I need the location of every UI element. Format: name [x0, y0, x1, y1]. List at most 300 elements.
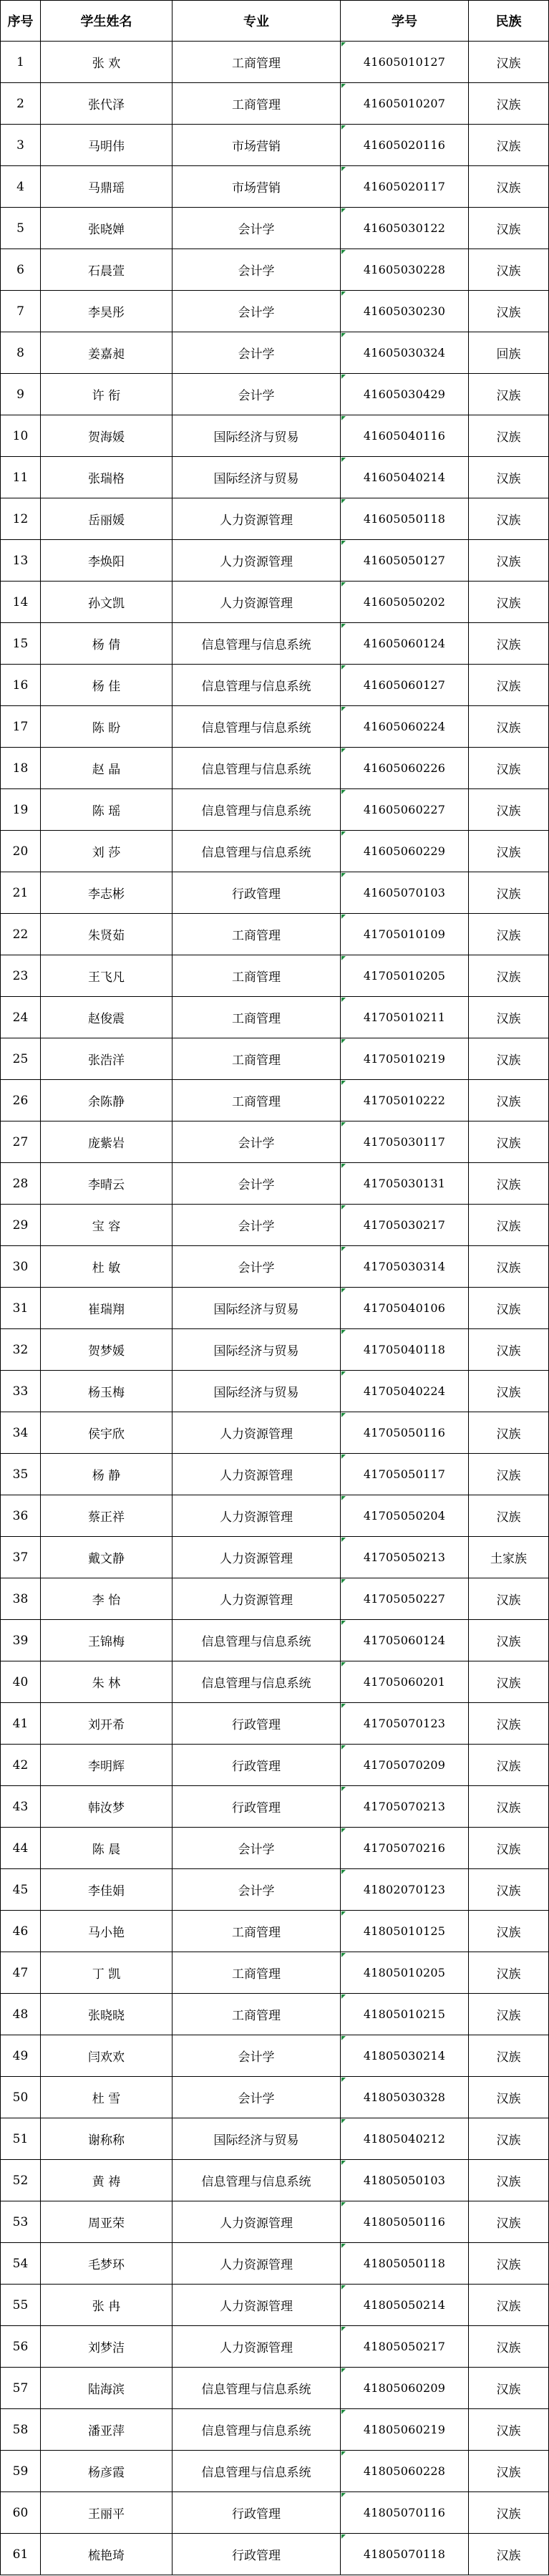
major: 会计学	[173, 374, 341, 415]
row-index: 4	[0, 166, 41, 208]
row-index: 26	[0, 1080, 41, 1121]
table-row	[0, 623, 549, 665]
row-index: 17	[0, 706, 41, 748]
student-id: 41805040212	[341, 2118, 469, 2160]
student-id: 41805010215	[341, 1994, 469, 2035]
table-row	[0, 955, 549, 997]
row-index: 33	[0, 1371, 41, 1412]
row-index: 1	[0, 42, 41, 83]
student-id: 41605060229	[341, 831, 469, 872]
student-name: 石晨萱	[41, 249, 173, 291]
ethnicity: 汉族	[469, 1454, 549, 1495]
table-row	[0, 42, 549, 83]
major: 会计学	[173, 1121, 341, 1163]
ethnicity: 汉族	[469, 2368, 549, 2409]
major: 会计学	[173, 1205, 341, 1246]
student-name: 张晓婵	[41, 208, 173, 249]
student-name: 赵俊震	[41, 997, 173, 1038]
student-name: 侯宇欣	[41, 1412, 173, 1454]
student-name: 马明伟	[41, 125, 173, 166]
major: 会计学	[173, 1828, 341, 1869]
row-index: 60	[0, 2492, 41, 2534]
student-id: 41805010205	[341, 1952, 469, 1994]
student-name: 宝 容	[41, 1205, 173, 1246]
student-name: 张代泽	[41, 83, 173, 125]
major: 人力资源管理	[173, 2285, 341, 2326]
student-name: 周亚荣	[41, 2201, 173, 2243]
row-index: 14	[0, 582, 41, 623]
student-id: 41605060127	[341, 665, 469, 706]
ethnicity: 汉族	[469, 1495, 549, 1537]
ethnicity: 汉族	[469, 1911, 549, 1952]
table-row	[0, 2368, 549, 2409]
ethnicity: 汉族	[469, 1038, 549, 1080]
student-id: 41605030324	[341, 332, 469, 374]
row-index: 49	[0, 2035, 41, 2077]
student-id: 41705010222	[341, 1080, 469, 1121]
student-id: 41705070209	[341, 1745, 469, 1786]
major: 行政管理	[173, 2534, 341, 2575]
table-row	[0, 1828, 549, 1869]
row-index: 9	[0, 374, 41, 415]
student-id: 41705040106	[341, 1288, 469, 1329]
row-index: 8	[0, 332, 41, 374]
ethnicity: 汉族	[469, 83, 549, 125]
student-id: 41605030122	[341, 208, 469, 249]
student-name: 张晓晓	[41, 1994, 173, 2035]
student-id: 41705050204	[341, 1495, 469, 1537]
row-index: 30	[0, 1246, 41, 1288]
major: 行政管理	[173, 2492, 341, 2534]
major: 人力资源管理	[173, 1495, 341, 1537]
table-row	[0, 2326, 549, 2368]
row-index: 40	[0, 1661, 41, 1703]
student-name: 王锦梅	[41, 1620, 173, 1661]
student-name: 李 怡	[41, 1578, 173, 1620]
student-name: 戴文静	[41, 1537, 173, 1578]
row-index: 38	[0, 1578, 41, 1620]
table-row	[0, 1371, 549, 1412]
student-name: 李志彬	[41, 872, 173, 914]
ethnicity: 汉族	[469, 2326, 549, 2368]
table-row	[0, 2243, 549, 2285]
major: 国际经济与贸易	[173, 2118, 341, 2160]
major: 人力资源管理	[173, 1537, 341, 1578]
student-name: 朱 林	[41, 1661, 173, 1703]
row-index: 35	[0, 1454, 41, 1495]
ethnicity: 汉族	[469, 1412, 549, 1454]
table-row	[0, 2201, 549, 2243]
row-index: 5	[0, 208, 41, 249]
table-row	[0, 1869, 549, 1911]
table-row	[0, 1288, 549, 1329]
major: 会计学	[173, 249, 341, 291]
table-row	[0, 706, 549, 748]
row-index: 44	[0, 1828, 41, 1869]
student-id: 41805050103	[341, 2160, 469, 2201]
student-name: 张瑞格	[41, 457, 173, 498]
major: 人力资源管理	[173, 498, 341, 540]
student-name: 陈 瑶	[41, 789, 173, 831]
major: 国际经济与贸易	[173, 457, 341, 498]
major: 工商管理	[173, 42, 341, 83]
table-row	[0, 374, 549, 415]
major: 工商管理	[173, 1994, 341, 2035]
ethnicity: 汉族	[469, 623, 549, 665]
row-index: 21	[0, 872, 41, 914]
major: 人力资源管理	[173, 2201, 341, 2243]
major: 国际经济与贸易	[173, 1288, 341, 1329]
major: 国际经济与贸易	[173, 415, 341, 457]
student-id: 41605020116	[341, 125, 469, 166]
major: 信息管理与信息系统	[173, 665, 341, 706]
row-index: 27	[0, 1121, 41, 1163]
ethnicity: 汉族	[469, 2160, 549, 2201]
student-name: 马鼎瑶	[41, 166, 173, 208]
table-row	[0, 1620, 549, 1661]
table-row	[0, 748, 549, 789]
row-index: 13	[0, 540, 41, 582]
ethnicity: 土家族	[469, 1537, 549, 1578]
student-id: 41805050217	[341, 2326, 469, 2368]
row-index: 6	[0, 249, 41, 291]
table-row	[0, 2409, 549, 2451]
student-name: 王丽平	[41, 2492, 173, 2534]
student-name: 余陈静	[41, 1080, 173, 1121]
table-row	[0, 2077, 549, 2118]
header-major: 专业	[173, 0, 341, 42]
student-name: 闫欢欢	[41, 2035, 173, 2077]
student-name: 杨 倩	[41, 623, 173, 665]
row-index: 55	[0, 2285, 41, 2326]
student-name: 岳丽媛	[41, 498, 173, 540]
ethnicity: 汉族	[469, 1661, 549, 1703]
row-index: 34	[0, 1412, 41, 1454]
row-index: 45	[0, 1869, 41, 1911]
table-row	[0, 2118, 549, 2160]
row-index: 7	[0, 291, 41, 332]
major: 工商管理	[173, 83, 341, 125]
student-id: 41605030429	[341, 374, 469, 415]
student-id: 41705050213	[341, 1537, 469, 1578]
student-id: 41705060201	[341, 1661, 469, 1703]
major: 信息管理与信息系统	[173, 1661, 341, 1703]
student-name: 张浩洋	[41, 1038, 173, 1080]
student-id: 41605040214	[341, 457, 469, 498]
table-row	[0, 2285, 549, 2326]
table-row	[0, 1745, 549, 1786]
row-index: 58	[0, 2409, 41, 2451]
row-index: 61	[0, 2534, 41, 2575]
major: 信息管理与信息系统	[173, 623, 341, 665]
ethnicity: 汉族	[469, 872, 549, 914]
row-index: 2	[0, 83, 41, 125]
table-row	[0, 1412, 549, 1454]
student-name: 陆海滨	[41, 2368, 173, 2409]
ethnicity: 汉族	[469, 1329, 549, 1371]
student-name: 黄 祷	[41, 2160, 173, 2201]
student-name: 毛梦环	[41, 2243, 173, 2285]
student-id: 41805060209	[341, 2368, 469, 2409]
table-row	[0, 1329, 549, 1371]
row-index: 37	[0, 1537, 41, 1578]
table-row	[0, 582, 549, 623]
major: 人力资源管理	[173, 2243, 341, 2285]
ethnicity: 汉族	[469, 1288, 549, 1329]
student-id: 41705040118	[341, 1329, 469, 1371]
ethnicity: 汉族	[469, 831, 549, 872]
row-index: 50	[0, 2077, 41, 2118]
major: 国际经济与贸易	[173, 1329, 341, 1371]
major: 会计学	[173, 1163, 341, 1205]
major: 市场营销	[173, 166, 341, 208]
student-id: 41705010211	[341, 997, 469, 1038]
student-id: 41705030217	[341, 1205, 469, 1246]
ethnicity: 汉族	[469, 1246, 549, 1288]
major: 人力资源管理	[173, 1412, 341, 1454]
header-ethnicity: 民族	[469, 0, 549, 42]
major: 会计学	[173, 291, 341, 332]
table-row	[0, 2451, 549, 2492]
ethnicity: 回族	[469, 332, 549, 374]
row-index: 18	[0, 748, 41, 789]
ethnicity: 汉族	[469, 1080, 549, 1121]
ethnicity: 汉族	[469, 457, 549, 498]
student-id: 41705060124	[341, 1620, 469, 1661]
student-name: 陈 盼	[41, 706, 173, 748]
student-name: 姜嘉昶	[41, 332, 173, 374]
table-row	[0, 831, 549, 872]
student-name: 张 冉	[41, 2285, 173, 2326]
table-row	[0, 83, 549, 125]
table-row	[0, 914, 549, 955]
table-row	[0, 291, 549, 332]
student-id: 41705050116	[341, 1412, 469, 1454]
table-row	[0, 2160, 549, 2201]
ethnicity: 汉族	[469, 2285, 549, 2326]
ethnicity: 汉族	[469, 997, 549, 1038]
table-row	[0, 1495, 549, 1537]
row-index: 12	[0, 498, 41, 540]
table-row	[0, 208, 549, 249]
table-row	[0, 872, 549, 914]
ethnicity: 汉族	[469, 1745, 549, 1786]
student-id: 41705070216	[341, 1828, 469, 1869]
student-id: 41605010127	[341, 42, 469, 83]
ethnicity: 汉族	[469, 1994, 549, 2035]
ethnicity: 汉族	[469, 706, 549, 748]
table-header	[0, 0, 549, 42]
student-name: 潘亚萍	[41, 2409, 173, 2451]
student-name: 赵 晶	[41, 748, 173, 789]
student-name: 贺海媛	[41, 415, 173, 457]
major: 信息管理与信息系统	[173, 789, 341, 831]
major: 信息管理与信息系统	[173, 2409, 341, 2451]
table-row	[0, 997, 549, 1038]
student-id: 41805070118	[341, 2534, 469, 2575]
student-name: 谢称称	[41, 2118, 173, 2160]
ethnicity: 汉族	[469, 1371, 549, 1412]
major: 会计学	[173, 208, 341, 249]
student-name: 蔡正祥	[41, 1495, 173, 1537]
student-name: 李明辉	[41, 1745, 173, 1786]
major: 国际经济与贸易	[173, 1371, 341, 1412]
table-row	[0, 1038, 549, 1080]
ethnicity: 汉族	[469, 914, 549, 955]
table-row	[0, 166, 549, 208]
student-name: 杨 静	[41, 1454, 173, 1495]
student-id: 41605050127	[341, 540, 469, 582]
table-row	[0, 1786, 549, 1828]
student-name: 刘 莎	[41, 831, 173, 872]
major: 工商管理	[173, 1952, 341, 1994]
student-name: 杜 雪	[41, 2077, 173, 2118]
ethnicity: 汉族	[469, 2035, 549, 2077]
ethnicity: 汉族	[469, 2118, 549, 2160]
table-body	[0, 42, 549, 2575]
row-index: 28	[0, 1163, 41, 1205]
student-id: 41605060224	[341, 706, 469, 748]
table-row	[0, 2035, 549, 2077]
student-name: 韩汝梦	[41, 1786, 173, 1828]
student-id: 41605030228	[341, 249, 469, 291]
student-name: 梳艳琦	[41, 2534, 173, 2575]
student-id: 41805050214	[341, 2285, 469, 2326]
student-name: 杜 敏	[41, 1246, 173, 1288]
table-row	[0, 498, 549, 540]
major: 行政管理	[173, 1745, 341, 1786]
ethnicity: 汉族	[469, 42, 549, 83]
student-id: 41805030214	[341, 2035, 469, 2077]
ethnicity: 汉族	[469, 665, 549, 706]
table-row	[0, 1246, 549, 1288]
table-row	[0, 1205, 549, 1246]
header-student-name: 学生姓名	[41, 0, 173, 42]
table-row	[0, 1121, 549, 1163]
major: 工商管理	[173, 955, 341, 997]
major: 人力资源管理	[173, 1578, 341, 1620]
table-row	[0, 332, 549, 374]
student-name: 杨 佳	[41, 665, 173, 706]
ethnicity: 汉族	[469, 1578, 549, 1620]
student-id: 41605040116	[341, 415, 469, 457]
student-id: 41605060124	[341, 623, 469, 665]
major: 信息管理与信息系统	[173, 2451, 341, 2492]
student-name: 李昊彤	[41, 291, 173, 332]
table-row	[0, 1994, 549, 2035]
table-row	[0, 1578, 549, 1620]
ethnicity: 汉族	[469, 1620, 549, 1661]
row-index: 41	[0, 1703, 41, 1745]
student-id: 41805050116	[341, 2201, 469, 2243]
major: 会计学	[173, 2035, 341, 2077]
major: 信息管理与信息系统	[173, 1620, 341, 1661]
student-id: 41805030328	[341, 2077, 469, 2118]
table-row	[0, 125, 549, 166]
student-name: 庞紫岩	[41, 1121, 173, 1163]
major: 工商管理	[173, 1911, 341, 1952]
ethnicity: 汉族	[469, 2409, 549, 2451]
major: 行政管理	[173, 1786, 341, 1828]
ethnicity: 汉族	[469, 2243, 549, 2285]
student-id: 41705010109	[341, 914, 469, 955]
ethnicity: 汉族	[469, 748, 549, 789]
major: 工商管理	[173, 914, 341, 955]
ethnicity: 汉族	[469, 498, 549, 540]
ethnicity: 汉族	[469, 1869, 549, 1911]
major: 信息管理与信息系统	[173, 831, 341, 872]
major: 会计学	[173, 1246, 341, 1288]
student-id: 41705070123	[341, 1703, 469, 1745]
table-row	[0, 1661, 549, 1703]
row-index: 24	[0, 997, 41, 1038]
major: 人力资源管理	[173, 2326, 341, 2368]
student-name: 李佳娟	[41, 1869, 173, 1911]
major: 市场营销	[173, 125, 341, 166]
table-row	[0, 1537, 549, 1578]
student-id: 41705010219	[341, 1038, 469, 1080]
ethnicity: 汉族	[469, 582, 549, 623]
row-index: 22	[0, 914, 41, 955]
student-id: 41705030314	[341, 1246, 469, 1288]
major: 信息管理与信息系统	[173, 706, 341, 748]
ethnicity: 汉族	[469, 125, 549, 166]
row-index: 56	[0, 2326, 41, 2368]
table-row	[0, 415, 549, 457]
row-index: 15	[0, 623, 41, 665]
major: 工商管理	[173, 997, 341, 1038]
student-name: 李焕阳	[41, 540, 173, 582]
row-index: 54	[0, 2243, 41, 2285]
table-row	[0, 457, 549, 498]
row-index: 19	[0, 789, 41, 831]
major: 信息管理与信息系统	[173, 2160, 341, 2201]
table-row	[0, 1911, 549, 1952]
student-id: 41705010205	[341, 955, 469, 997]
student-name: 许 衔	[41, 374, 173, 415]
row-index: 3	[0, 125, 41, 166]
table-row	[0, 2534, 549, 2575]
student-id: 41705030117	[341, 1121, 469, 1163]
student-id: 41705070213	[341, 1786, 469, 1828]
major: 会计学	[173, 1869, 341, 1911]
row-index: 52	[0, 2160, 41, 2201]
table-row	[0, 2492, 549, 2534]
student-name: 王飞凡	[41, 955, 173, 997]
row-index: 57	[0, 2368, 41, 2409]
student-name: 刘梦洁	[41, 2326, 173, 2368]
ethnicity: 汉族	[469, 2201, 549, 2243]
student-name: 陈 晨	[41, 1828, 173, 1869]
major: 信息管理与信息系统	[173, 2368, 341, 2409]
student-name: 李晴云	[41, 1163, 173, 1205]
student-id: 41605060227	[341, 789, 469, 831]
table-row	[0, 249, 549, 291]
major: 信息管理与信息系统	[173, 748, 341, 789]
student-id: 41605030230	[341, 291, 469, 332]
student-id: 41705030131	[341, 1163, 469, 1205]
ethnicity: 汉族	[469, 540, 549, 582]
student-name: 贺梦媛	[41, 1329, 173, 1371]
major: 人力资源管理	[173, 1454, 341, 1495]
student-name: 杨彦霞	[41, 2451, 173, 2492]
row-index: 46	[0, 1911, 41, 1952]
table-row	[0, 1163, 549, 1205]
table-row	[0, 1080, 549, 1121]
ethnicity: 汉族	[469, 955, 549, 997]
ethnicity: 汉族	[469, 2451, 549, 2492]
student-name: 张 欢	[41, 42, 173, 83]
